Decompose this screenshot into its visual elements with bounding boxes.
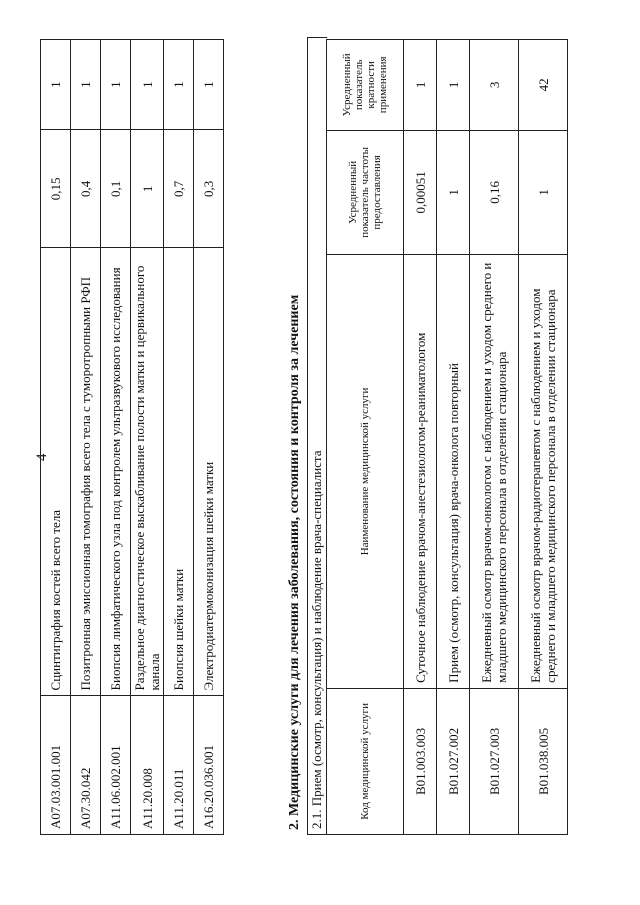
header-name: Наименование медицинской услуги — [327, 255, 404, 689]
service-multiplicity: 3 — [470, 40, 519, 131]
service-code: A07.30.042 — [71, 696, 101, 835]
service-multiplicity: 1 — [101, 40, 131, 130]
service-frequency: 0,15 — [41, 130, 71, 248]
header-frequency: Усредненный показатель частоты предоставления — [327, 130, 404, 254]
service-frequency: 0,1 — [101, 130, 131, 248]
service-name: Прием (осмотр, консультация) врача-онколога повторный — [437, 255, 470, 689]
service-name: Ежедневный осмотр врачом-онкологом с наблюдением и уходом среднего и младшего медицинского персонала в отделении стационара — [470, 255, 519, 689]
table-row — [519, 40, 568, 835]
service-name: Биопсия шейки матки — [164, 248, 194, 696]
service-code: A16.20.036.001 — [194, 696, 224, 835]
service-frequency: 1 — [519, 130, 568, 254]
service-code: A07.03.001.001 — [41, 696, 71, 835]
service-name: Ежедневный осмотр врачом-радиотерапевтом с наблюдением и уходом среднего и младшего медицинского персонала в отделении стационара — [519, 255, 568, 689]
table-row — [194, 40, 224, 835]
service-multiplicity: 1 — [404, 40, 437, 131]
service-multiplicity: 1 — [164, 40, 194, 130]
section-title: 2. Медицинские услуги для лечения заболевания, состояния и контроля за лечением — [287, 294, 302, 830]
table-row — [71, 40, 101, 835]
service-code: A11.06.002.001 — [101, 696, 131, 835]
service-multiplicity: 1 — [437, 40, 470, 131]
table-row — [131, 40, 164, 835]
page-number: 4 — [34, 453, 50, 461]
service-frequency: 0,3 — [194, 130, 224, 248]
service-frequency: 0,7 — [164, 130, 194, 248]
table-row — [164, 40, 194, 835]
table-row — [101, 40, 131, 835]
subsection-title: 2.1. Прием (осмотр, консультация) и наблюдение врача-специалиста — [307, 37, 327, 835]
service-code: B01.027.003 — [470, 688, 519, 834]
service-frequency: 0,16 — [470, 130, 519, 254]
service-frequency: 0,4 — [71, 130, 101, 248]
service-multiplicity: 1 — [131, 40, 164, 130]
service-name: Позитронная эмиссионная томография всего тела с туморотропными РФП — [71, 248, 101, 696]
service-name: Суточное наблюдение врачом-анестезиологом-реаниматологом — [404, 255, 437, 689]
table-header-row — [327, 40, 404, 835]
services-table-top — [40, 39, 224, 835]
service-name: Раздельное диагностическое выскабливание полости матки и цервикального канала — [131, 248, 164, 696]
service-frequency: 0,00051 — [404, 130, 437, 254]
service-code: A11.20.008 — [131, 696, 164, 835]
service-code: B01.003.003 — [404, 688, 437, 834]
service-multiplicity: 1 — [71, 40, 101, 130]
header-multiplicity: Усредненный показатель кратности применения — [327, 40, 404, 131]
table-row — [404, 40, 437, 835]
services-table-section2 — [326, 39, 568, 835]
header-code: Код медицинской услуги — [327, 688, 404, 834]
service-multiplicity: 1 — [194, 40, 224, 130]
table-row — [470, 40, 519, 835]
service-name: Сцинтиграфия костей всего тела — [41, 248, 71, 696]
service-code: B01.027.002 — [437, 688, 470, 834]
service-frequency: 1 — [437, 130, 470, 254]
service-multiplicity: 1 — [41, 40, 71, 130]
service-frequency: 1 — [131, 130, 164, 248]
service-code: A11.20.011 — [164, 696, 194, 835]
table-row — [437, 40, 470, 835]
service-name: Биопсия лимфатического узла под контролем ультразвукового исследования — [101, 248, 131, 696]
table-row — [41, 40, 71, 835]
service-code: B01.038.005 — [519, 688, 568, 834]
service-name: Электродиатермоконизация шейки матки — [194, 248, 224, 696]
service-multiplicity: 42 — [519, 40, 568, 131]
